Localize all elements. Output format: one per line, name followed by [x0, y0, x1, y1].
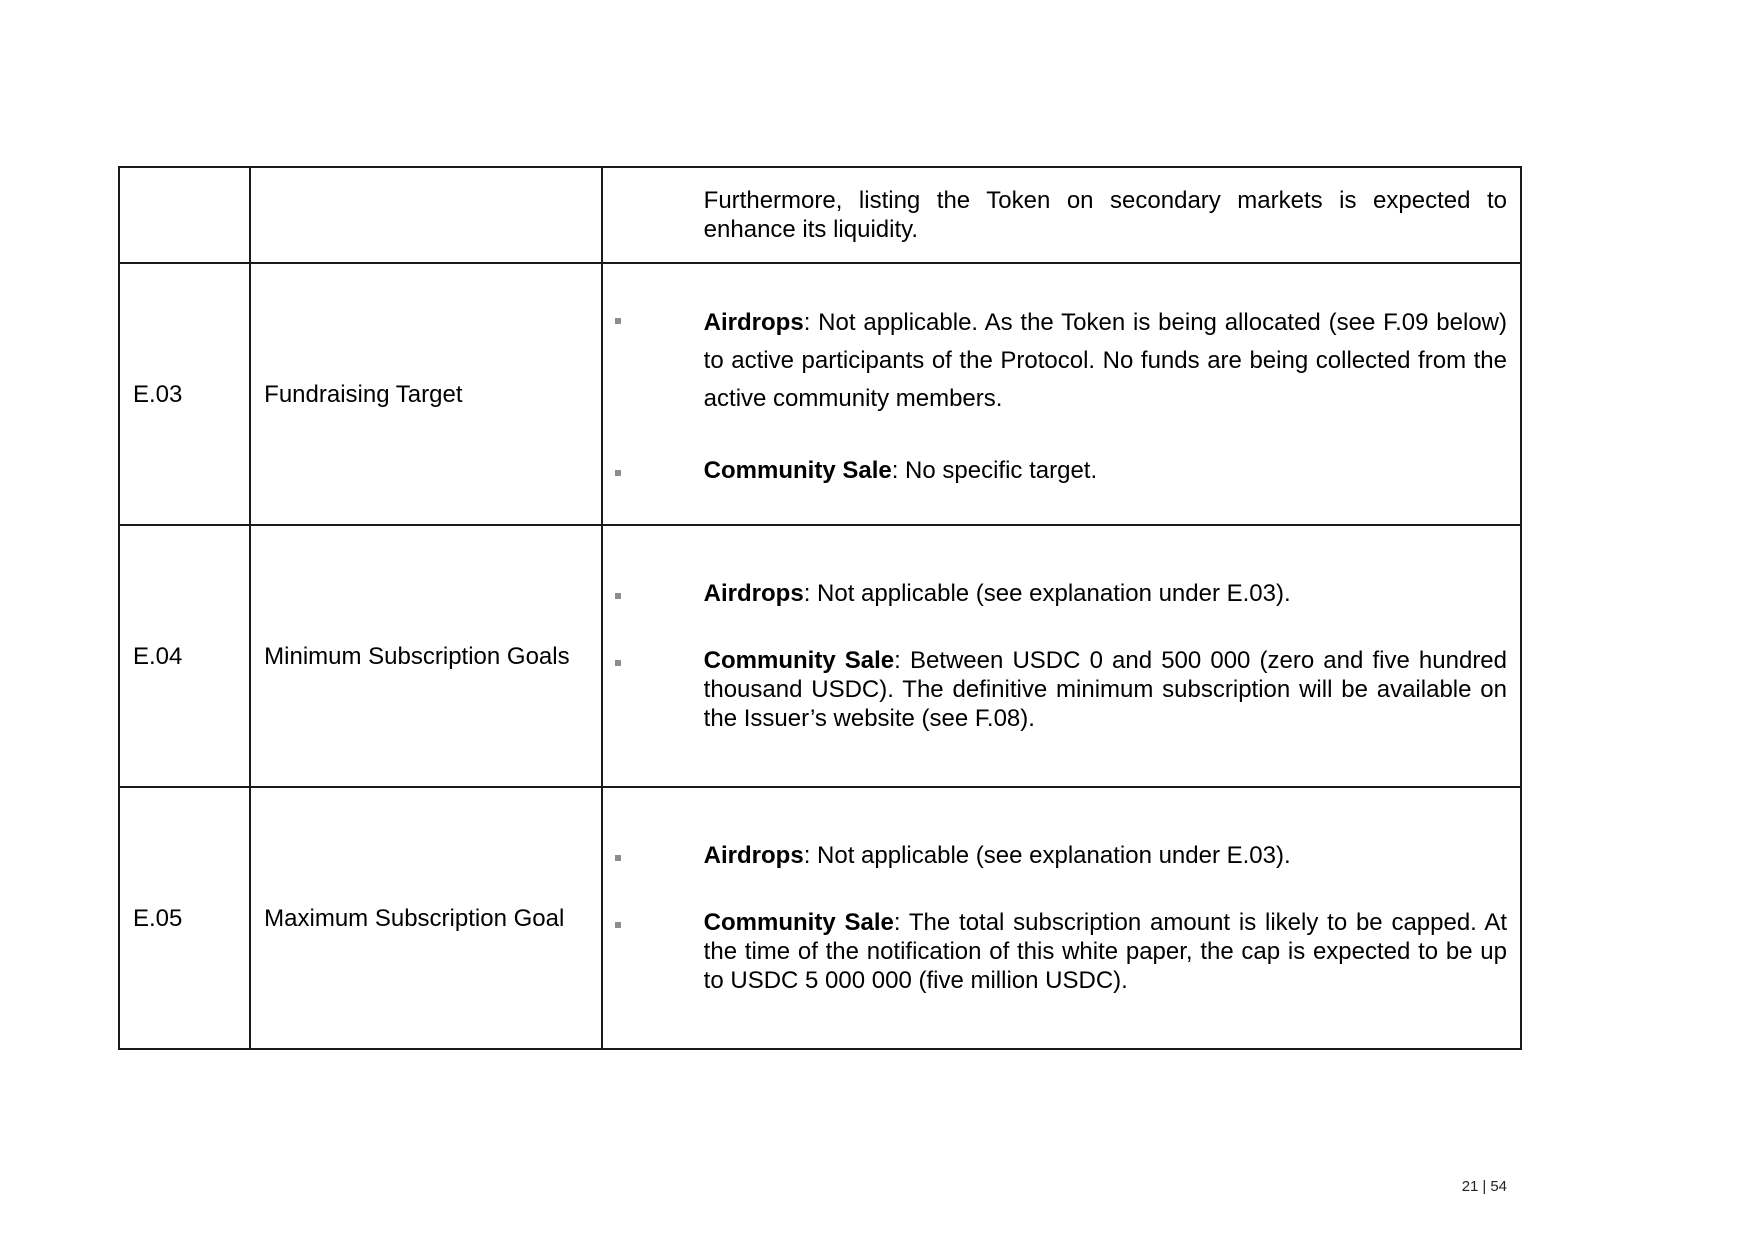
total-pages: 54	[1490, 1178, 1507, 1195]
bullet-item-airdrops	[603, 304, 1507, 418]
bullet-text: : No specific target.	[891, 456, 1098, 484]
bullet-item-community-sale	[603, 908, 1507, 995]
bullet-text: : Not applicable (see explanation under E.03).	[803, 842, 1291, 869]
square-bullet-icon	[615, 318, 621, 324]
bullet-item-airdrops	[603, 579, 1507, 608]
bullet-term: Community Sale	[703, 647, 895, 674]
bullet-text: : Not applicable (see explanation under E.03).	[803, 580, 1291, 607]
row-label-cell	[250, 167, 602, 263]
row-id-cell	[119, 167, 250, 263]
bullet-text: : Between USDC 0 and 500 000 (zero and five hundred thousand USDC). The definitive minimum subscription will be available on the Issuer’s website (see F.08).	[703, 647, 1508, 732]
row-id-cell: E.05	[119, 787, 250, 1049]
square-bullet-icon	[615, 855, 621, 861]
bullet-term: Airdrops	[703, 580, 804, 607]
bullet-text: : Not applicable. As the Token is being allocated (see F.09 below) to active participants of the Protocol. No funds are being collected from the active community members.	[703, 308, 1507, 412]
bullet-term: Airdrops	[703, 842, 804, 869]
row-description-cell	[602, 263, 1521, 525]
row-id-cell: E.03	[119, 263, 250, 525]
page-separator: |	[1482, 1178, 1487, 1195]
row-label-cell: Maximum Subscription Goal	[250, 787, 602, 1049]
table-row-e03	[119, 263, 1521, 525]
table-row-continuation	[119, 167, 1521, 263]
row-id-cell: E.04	[119, 525, 250, 787]
document-table	[118, 166, 1522, 1050]
current-page: 21	[1461, 1178, 1479, 1195]
bullet-item-community-sale	[603, 456, 1507, 485]
bullet-term: Airdrops	[703, 308, 804, 336]
table-row-e04	[119, 525, 1521, 787]
continuation-text: Furthermore, listing the Token on secondary markets is expected to enhance its liquidity.	[703, 187, 1507, 243]
row-label-cell: Minimum Subscription Goals	[250, 525, 602, 787]
square-bullet-icon	[615, 593, 621, 599]
bullet-term: Community Sale	[703, 456, 892, 484]
square-bullet-icon	[615, 470, 621, 476]
page-number	[1462, 1178, 1507, 1195]
square-bullet-icon	[615, 922, 621, 928]
bullet-item-community-sale	[603, 646, 1507, 733]
square-bullet-icon	[615, 660, 621, 666]
row-description-cell	[602, 167, 1521, 263]
bullet-item-airdrops	[603, 841, 1507, 870]
row-description-cell	[602, 787, 1521, 1049]
bullet-text: : The total subscription amount is likely to be capped. At the time of the notification of this white paper, the cap is expected to be up to USDC 5 000 000 (five million USDC).	[703, 909, 1507, 994]
row-label-cell: Fundraising Target	[250, 263, 602, 525]
table-row-e05	[119, 787, 1521, 1049]
row-description-cell	[602, 525, 1521, 787]
bullet-term: Community Sale	[703, 909, 894, 936]
